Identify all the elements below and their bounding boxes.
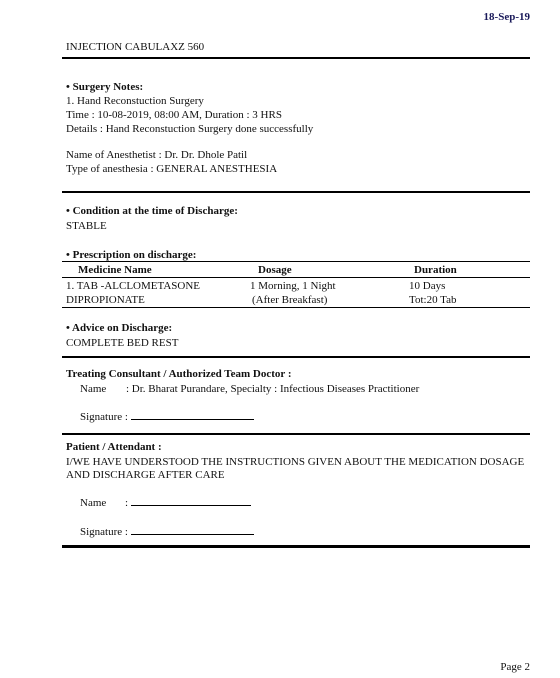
patient-statement: AND DISCHARGE AFTER CARE [66,469,225,481]
table-cell-dosage: 1 Morning, 1 Night [250,280,336,292]
document-date: 18-Sep-19 [483,11,530,23]
advice-value: COMPLETE BED REST [66,337,179,349]
patient-signature-label: Signature : [80,526,128,538]
patient-heading: Patient / Attendant : [66,441,162,453]
divider [62,191,530,193]
patient-name-label: Name [80,497,107,509]
condition-heading: • Condition at the time of Discharge: [66,205,238,217]
table-top-rule [62,261,530,262]
patient-name-line [131,496,251,506]
anesthesia-type: Type of anesthesia : GENERAL ANESTHESIA [66,163,278,175]
table-bottom-rule [62,307,530,308]
surgery-details: Details : Hand Reconstuction Surgery done successfully [66,123,314,135]
table-cell-medicine: 1. TAB -ALCLOMETASONE [66,280,201,292]
table-cell-duration: 10 Days [409,280,446,292]
divider [62,57,530,59]
patient-name-field [125,496,251,510]
table-header-rule [62,277,530,278]
patient-statement: I/WE HAVE UNDERSTOOD THE INSTRUCTIONS GIVEN ABOUT THE MEDICATION DOSAGE [66,456,525,468]
surgery-name: 1. Hand Reconstuction Surgery [66,95,204,107]
condition-value: STABLE [66,220,107,232]
consultant-name-label: Name [80,383,107,395]
patient-signature-line [131,525,254,535]
patient-signature-field [80,525,254,539]
column-header-dosage: Dosage [258,264,292,276]
table-cell-medicine: DIPROPIONATE [66,294,145,306]
divider [62,545,530,548]
table-cell-dosage: (After Breakfast) [252,294,328,306]
surgery-notes-heading: • Surgery Notes: [66,81,144,93]
divider [62,356,530,358]
anesthetist-name: Name of Anesthetist : Dr. Dr. Dhole Patil [66,149,248,161]
divider [62,433,530,435]
table-cell-duration: Tot:20 Tab [409,294,457,306]
prescription-heading: • Prescription on discharge: [66,249,197,261]
consultant-heading: Treating Consultant / Authorized Team Doctor : [66,368,292,380]
page-number: Page 2 [500,661,530,673]
consultant-signature-field [80,410,254,424]
consultant-signature-label: Signature : [80,411,128,423]
column-header-duration: Duration [414,264,457,276]
patient-name-colon: : [125,497,129,509]
consultant-signature-line [131,410,254,420]
advice-heading: • Advice on Discharge: [66,322,173,334]
consultant-name-value: : Dr. Bharat Purandare, Specialty : Infectious Diseases Practitioner [126,383,420,395]
column-header-medicine: Medicine Name [78,264,152,276]
surgery-time: Time : 10-08-2019, 08:00 AM, Duration : 3 HRS [66,109,282,121]
page-title: INJECTION CABULAXZ 560 [66,41,205,53]
